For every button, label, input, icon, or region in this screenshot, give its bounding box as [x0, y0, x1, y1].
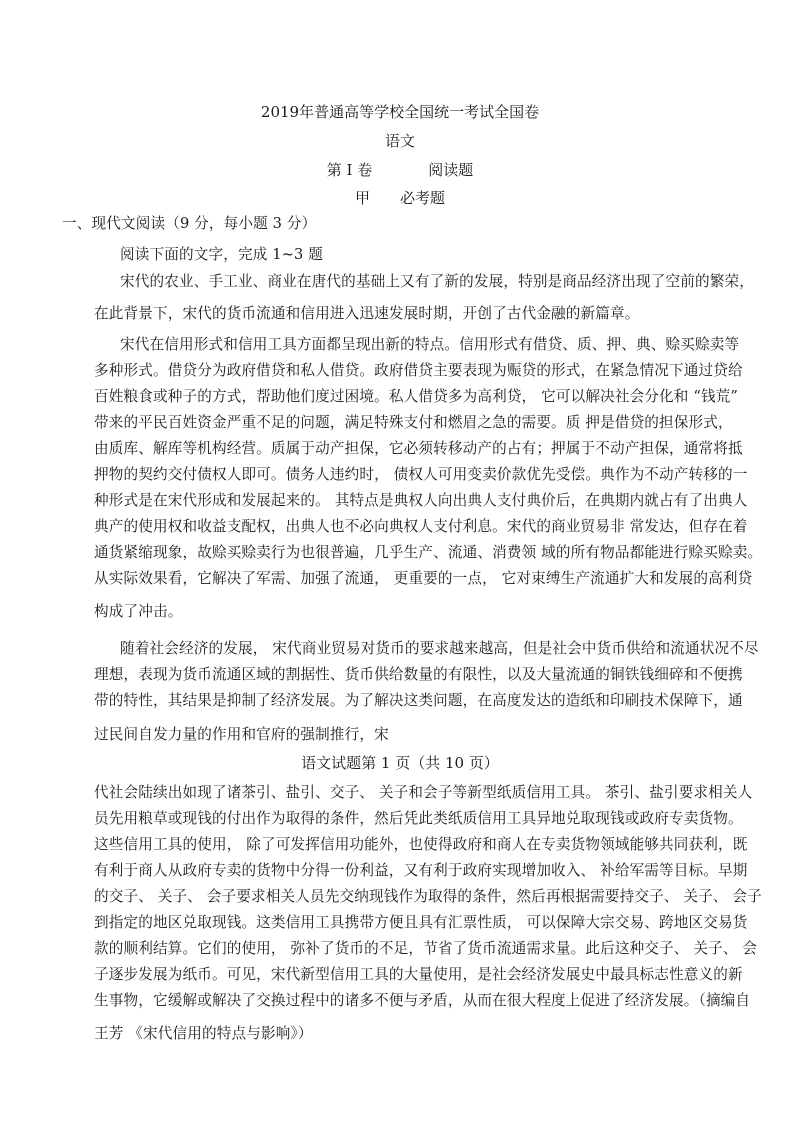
text-line: 押物的契约交付债权人即可。债务人违约时， 债权人可用变卖价款优先受偿。典作为不动产转移的一	[94, 466, 748, 483]
text-line: 从实际效果看，它解决了军需、加强了流通， 更重要的一点， 它对束缚生产流通扩大和发展的高利贷	[94, 570, 753, 587]
text-line: 代社会陆续出如现了诸茶引、盐引、交子、 关子和会子等新型纸质信用工具。 茶引、盐引要求相关人	[94, 784, 753, 801]
text-line: 款的顺利结算。它们的使用， 弥补了货币的不足，节省了货币流通需求量。此后这种交子、 关子、 会	[94, 940, 758, 957]
page-footer-label: 语文试题第 1 页（共 10 页）	[301, 754, 499, 772]
instruction-text: 阅读下面的文字，完成 1~3 题	[120, 246, 324, 263]
text-line: 种形式是在宋代形成和发展起来的。 其特点是典权人向出典人支付典价后，在典期内就占有了出典人	[94, 492, 748, 509]
volume-heading	[0, 159, 800, 180]
text-line: 到指定的地区兑取现钱。这类信用工具携带方便且具有汇票性质， 可以保障大宗交易、跨地区交易货	[94, 914, 748, 931]
text-line: 由质库、解库等机构经营。质属于动产担保，它必须转移动产的占有；押属于不动产担保，通常将抵	[94, 440, 743, 457]
text-line: 生事物，它缓解或解决了交换过程中的诸多不便与矛盾，从而在很大程度上促进了经济发展。（摘编自	[94, 992, 751, 1009]
text-line: 带来的平民百姓资金严重不足的问题，满足特殊支付和燃眉之急的需要。质 押是借贷的担保形式，	[94, 414, 733, 431]
exam-title: 2019年普通高等学校全国统一考试全国卷	[260, 103, 540, 121]
text-line: 子逐步发展为纸币。可见，宋代新型信用工具的大量使用，是社会经济发展史中最具标志性意义的新	[94, 966, 743, 983]
text-line: 这些信用工具的使用， 除了可发挥信用功能外，也使得政府和商人在专卖货物领域能够共同获利，既	[94, 836, 748, 853]
text-line: 宋代的农业、手工业、商业在唐代的基础上又有了新的发展，特别是商品经济出现了空前的繁荣，	[120, 273, 754, 290]
part-name: 必考题	[400, 189, 446, 207]
text-line: 通货紧缩现象，故赊买赊卖行为也很普遍，几乎生产、流通、消费领 域的所有物品都能进行赊买赊卖。	[94, 544, 763, 561]
text-line: 百姓粮食或种子的方式，帮助他们度过困境。私人借贷多为高利贷， 它可以解决社会分化和 “钱荒”	[94, 388, 739, 405]
text-line: 多种形式。借贷分为政府借贷和私人借贷。政府借贷主要表现为赈贷的形式，在紧急情况下通过贷给	[94, 362, 743, 379]
text-line: 有利于商人从政府专卖的货物中分得一份利益，又有利于政府实现增加收入、 补给军需等目标。早期	[94, 862, 748, 879]
part-label: 甲	[354, 189, 370, 207]
volume-name: 阅读题	[428, 161, 474, 179]
text-line: 在此背景下，宋代的货币流通和信用进入迅速发展时期，开创了古代金融的新篇章。	[94, 305, 640, 322]
text-line: 随着社会经济的发展， 宋代商业贸易对货币的要求越来越高，但是社会中货币供给和流通状况不尽	[120, 640, 759, 657]
text-line: 带的特性，其结果是抑制了经济发展。为了解决这类问题，在高度发达的造纸和印刷技术保障下，通	[94, 692, 743, 709]
section-heading: 一、现代文阅读（9 分，每小题 3 分）	[62, 215, 317, 232]
subject-title: 语文	[384, 132, 415, 150]
text-line: 王芳 《宋代信用的特点与影响》）	[94, 1025, 313, 1042]
text-line: 过民间自发力量的作用和官府的强制推行，宋	[94, 726, 389, 743]
text-line: 典产的使用权和收益支配权，出典人也不必向典权人支付利息。宋代的商业贸易非 常发达，但存在着	[94, 518, 748, 535]
text-line: 宋代在信用形式和信用工具方面都呈现出新的特点。信用形式有借贷、质、押、典、赊买赊卖等	[120, 336, 740, 353]
volume-label: 第 I 卷	[326, 161, 373, 179]
text-line: 员先用粮草或现钱的付出作为取得的条件，然后凭此类纸质信用工具异地兑取现钱或政府专卖货物。	[94, 810, 743, 827]
text-line: 的交子、 关子、 会子要求相关人员先交纳现钱作为取得的条件，然后再根据需要持交子、 关子、 会子	[94, 888, 762, 905]
part-heading	[0, 187, 800, 208]
text-line: 构成了冲击。	[94, 603, 183, 620]
text-line: 理想，表现为货币流通区域的割据性、货币供给数量的有限性，以及大量流通的铜铁钱细碎和不便携	[94, 666, 743, 683]
